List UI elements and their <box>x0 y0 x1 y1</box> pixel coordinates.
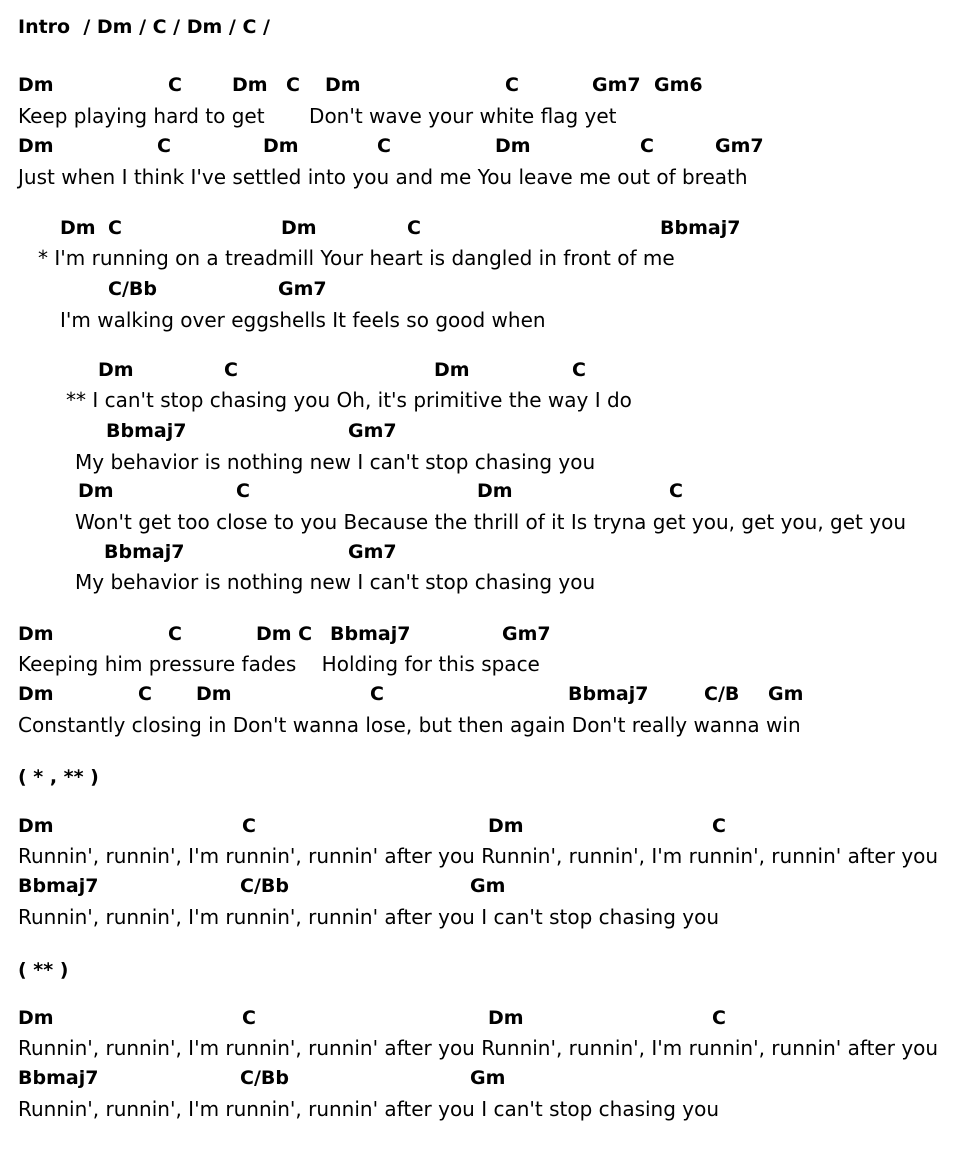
prechorus-lyric-line-2: I'm walking over eggshells It feels so good when <box>60 308 546 332</box>
chord: Dm <box>18 623 54 645</box>
chorus-lyric-line-3: Won't get too close to you Because the thrill of it Is tryna get you, get you, get you <box>75 510 907 534</box>
verse2-chord-line-1 <box>0 623 969 645</box>
chord: C <box>669 480 683 502</box>
chord: Dm <box>18 683 54 705</box>
chord: C <box>157 135 171 157</box>
repeat-marker-2: ( ** ) <box>18 959 69 981</box>
chord: Bbmaj7 <box>330 623 411 645</box>
verse2-chord-line-2 <box>0 683 969 705</box>
chord: Bbmaj7 <box>568 683 649 705</box>
chord: Gm7 <box>348 541 397 563</box>
chorus-chord-line-4 <box>0 541 969 563</box>
chord: C <box>377 135 391 157</box>
chord: Bbmaj7 <box>660 217 741 239</box>
chord: C <box>505 74 519 96</box>
chorus-chord-line-1 <box>0 359 969 381</box>
chord: Dm <box>488 1007 524 1029</box>
chord: Bbmaj7 <box>18 1067 99 1089</box>
chord: Gm7 <box>348 420 397 442</box>
bridge2-chord-line-2 <box>0 1067 969 1089</box>
chord: Dm <box>281 217 317 239</box>
chord: Gm7 <box>592 74 641 96</box>
chord: C/Bb <box>240 875 289 897</box>
chord: Dm C <box>256 623 313 645</box>
bridge1-lyric-line-2: Runnin', runnin', I'm runnin', runnin' after you I can't stop chasing you <box>18 905 720 929</box>
chord: Bbmaj7 <box>106 420 187 442</box>
chord: C <box>138 683 152 705</box>
chord: C <box>236 480 250 502</box>
chorus-chord-line-3 <box>0 480 969 502</box>
chord: Dm <box>60 217 96 239</box>
bridge1-lyric-line-1: Runnin', runnin', I'm runnin', runnin' after you Runnin', runnin', I'm runnin', runnin' after you <box>18 844 939 868</box>
chord: C <box>712 1007 726 1029</box>
chorus-lyric-line-1: ** I can't stop chasing you Oh, it's primitive the way I do <box>66 388 632 412</box>
chord: Dm <box>232 74 268 96</box>
chord: Gm <box>768 683 804 705</box>
chord: C <box>712 815 726 837</box>
verse2-lyric-line-1: Keeping him pressure fades Holding for this space <box>18 652 540 676</box>
chorus-lyric-line-2: My behavior is nothing new I can't stop chasing you <box>75 450 596 474</box>
chord: C/Bb <box>240 1067 289 1089</box>
bridge2-lyric-line-1: Runnin', runnin', I'm runnin', runnin' after you Runnin', runnin', I'm runnin', runnin' after you <box>18 1036 939 1060</box>
chord: C <box>370 683 384 705</box>
chord: Dm <box>18 1007 54 1029</box>
chorus-chord-line-2 <box>0 420 969 442</box>
chord: Bbmaj7 <box>18 875 99 897</box>
chord: Gm <box>470 875 506 897</box>
chord: C <box>286 74 300 96</box>
chorus-lyric-line-4: My behavior is nothing new I can't stop chasing you <box>75 570 596 594</box>
chord: C <box>168 623 182 645</box>
chord: Dm <box>98 359 134 381</box>
verse1-lyric-line-2: Just when I think I've settled into you and me You leave me out of breath <box>18 165 748 189</box>
chord: Dm <box>18 74 54 96</box>
chord: C <box>168 74 182 96</box>
chord: C <box>108 217 122 239</box>
chord: C <box>407 217 421 239</box>
prechorus-chord-line-2 <box>0 278 969 300</box>
chord: C <box>640 135 654 157</box>
chord: Dm <box>495 135 531 157</box>
chord: C <box>242 815 256 837</box>
chord: Dm <box>434 359 470 381</box>
chord: C <box>224 359 238 381</box>
chord: Dm <box>18 815 54 837</box>
verse1-lyric-line-1: Keep playing hard to get Don't wave your white flag yet <box>18 104 617 128</box>
chord: Dm <box>196 683 232 705</box>
chord: Dm <box>477 480 513 502</box>
chord: C/Bb <box>108 278 157 300</box>
chord: C/B <box>704 683 740 705</box>
chord: Bbmaj7 <box>104 541 185 563</box>
verse2-lyric-line-2: Constantly closing in Don't wanna lose, but then again Don't really wanna win <box>18 713 801 737</box>
prechorus-lyric-line-1: * I'm running on a treadmill Your heart is dangled in front of me <box>38 246 675 270</box>
verse1-chord-line-1 <box>0 74 969 96</box>
chord: Gm7 <box>715 135 764 157</box>
chord: Gm <box>470 1067 506 1089</box>
bridge2-chord-line-1 <box>0 1007 969 1029</box>
intro-line: Intro / Dm / C / Dm / C / <box>18 16 270 38</box>
bridge2-lyric-line-2: Runnin', runnin', I'm runnin', runnin' after you I can't stop chasing you <box>18 1097 720 1121</box>
bridge1-chord-line-2 <box>0 875 969 897</box>
bridge1-chord-line-1 <box>0 815 969 837</box>
chord: Gm7 <box>502 623 551 645</box>
chord: Dm <box>488 815 524 837</box>
chord: Dm <box>325 74 361 96</box>
chord: Dm <box>18 135 54 157</box>
chord: Gm7 <box>278 278 327 300</box>
chord: Dm <box>263 135 299 157</box>
chord: C <box>572 359 586 381</box>
chord: C <box>242 1007 256 1029</box>
verse1-chord-line-2 <box>0 135 969 157</box>
prechorus-chord-line-1 <box>0 217 969 239</box>
repeat-marker-1: ( * , ** ) <box>18 766 99 788</box>
chord: Dm <box>78 480 114 502</box>
chord: Gm6 <box>654 74 703 96</box>
